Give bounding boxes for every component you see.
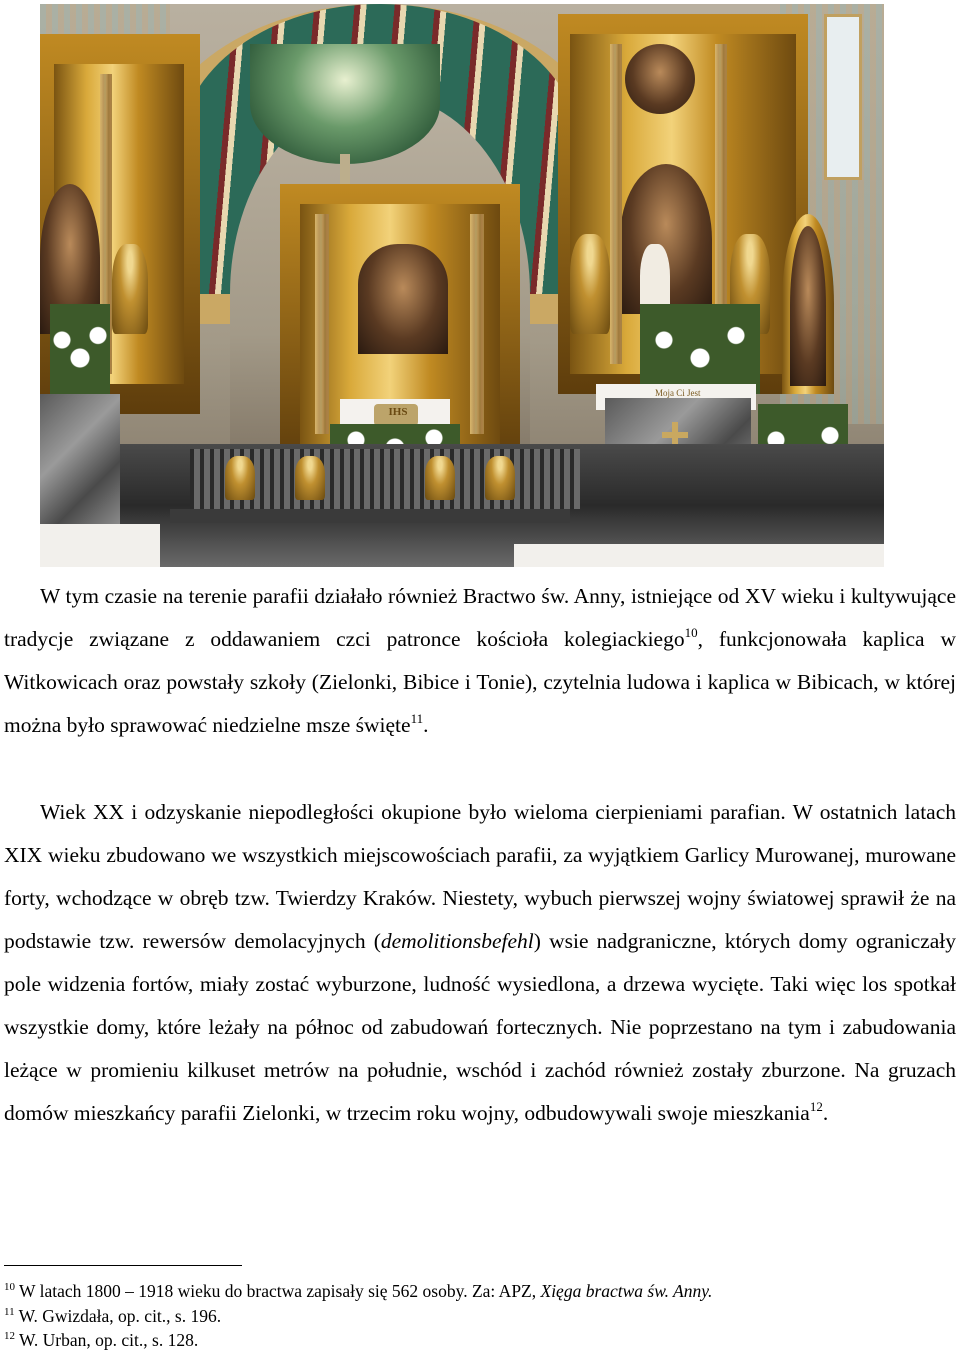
text-run: W. Urban, op. cit., s. 128. xyxy=(19,1330,199,1350)
text-run: W. Gwizdała, op. cit., s. 196. xyxy=(18,1306,222,1326)
text-run: W latach 1800 – 1918 wieku do bractwa zapisały się 562 osoby. Za: APZ, xyxy=(19,1281,541,1301)
italic-text: Xięga bractwa św. Anny. xyxy=(540,1281,713,1301)
footnote-11 xyxy=(4,1305,956,1327)
altar-ihs-text: IHS xyxy=(388,406,408,418)
footnote-12 xyxy=(4,1329,956,1351)
footnote-ref: 10 xyxy=(684,625,698,640)
text-run: Wiek XX i odzyskanie niepodległości okupione było wieloma cierpieniami parafian. W ostatnich latach XIX wieku zbudowano we wszystkich miejscowościach parafii, za wyjątkiem Garlicy Murowanej, murowane forty, wchodzące w obręb tzw. Twierdzy Kraków. Niestety, wybuch pierwszej wojny światowej sprawił że na podstawie tzw. rewersów demolacyjnych ( xyxy=(4,800,956,953)
paragraph-2 xyxy=(4,791,956,1135)
footnote-ref: 11 xyxy=(410,711,424,726)
paragraph-1 xyxy=(4,575,956,747)
footnote-10 xyxy=(4,1280,956,1302)
footnote-number: 11 xyxy=(4,1306,15,1318)
church-interior-photo xyxy=(40,4,884,567)
footnote-separator xyxy=(4,1265,242,1266)
text-run: . xyxy=(423,713,429,737)
footnote-number: 12 xyxy=(4,1330,15,1342)
text-run: . xyxy=(822,1101,829,1125)
text-run: W tym czasie na terenie parafii działało również Bractwo św. Anny, istniejące od XV wieku i kultywujące tradycje związane z oddawaniem czci patronce kościoła kolegiackiego xyxy=(4,584,956,651)
italic-text: demolitionsbefehl xyxy=(380,929,534,953)
footnote-ref: 12 xyxy=(809,1099,823,1114)
footnote-number: 10 xyxy=(4,1281,15,1293)
text-run: ) wsie nadgraniczne, których domy ograniczały pole widzenia fortów, miały zostać wyburzone, ludność wysiedlona, a drzewa wycięte. Taki więc los spotkał wszystkie domy, które leżały na północ od zabudowań fortecznych. Nie poprzestano na tym i zabudowania leżące w promieniu kilkuset metrów na południe, wschód i zachód również zostały zburzone. Na gruzach domów mieszkańcy parafii Zielonki, w trzecim roku wojny, odbudowywali swoje mieszkania xyxy=(4,929,956,1125)
text-run: , funkcjonowała kaplica w Witkowicach oraz powstały szkoły (Zielonki, Bibice i Tonie), czytelnia ludowa i kaplica w Bibicach, w której można było sprawować niedzielne msze święte xyxy=(4,627,956,737)
altar-plaque-text: Moja Ci Jest xyxy=(655,388,701,398)
